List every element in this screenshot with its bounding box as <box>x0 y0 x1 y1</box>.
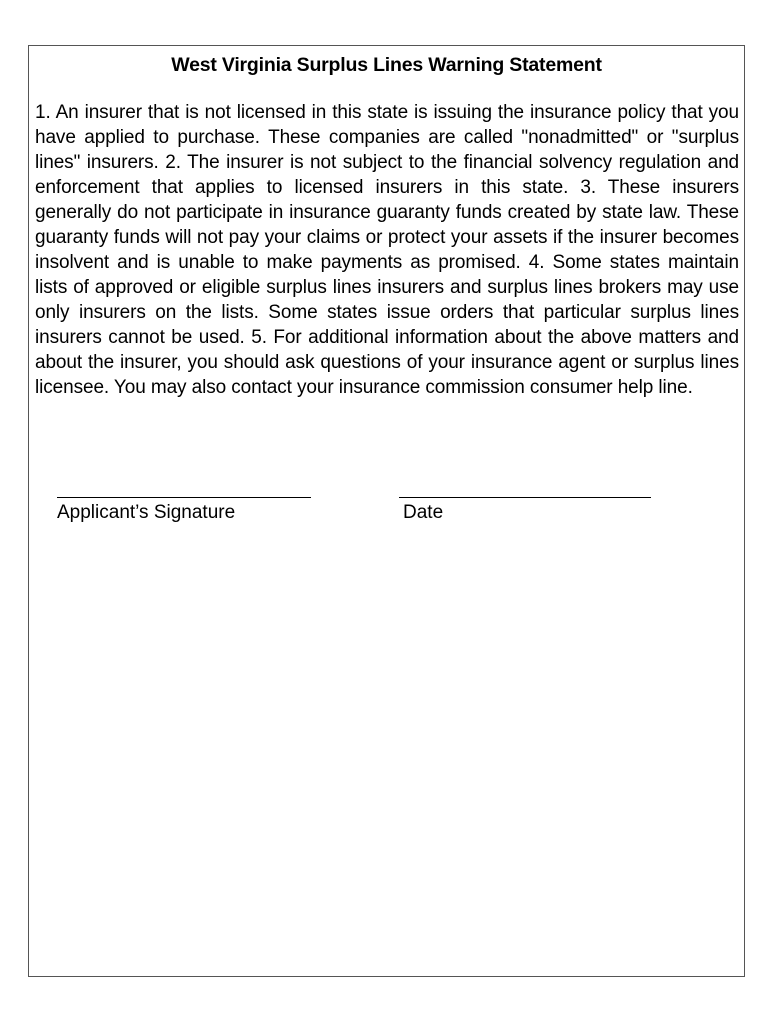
warning-statement-body: 1. An insurer that is not licensed in this state is issuing the insurance policy that you have applied to purchase. These companies are called "nonadmitted" or "surplus lines" insurers. 2. The insurer is not subject to the financial solvency regulation and enforcement that applies to licensed insurers in this state. 3. These insurers generally do not participate in insurance guaranty funds created by state law. These guaranty funds will not pay your claims or protect your assets if the insurer becomes insolvent and is unable to make payments as promised. 4. Some states maintain lists of approved or eligible surplus lines insurers and surplus lines brokers may use only insurers on the lists. Some states issue orders that particular surplus lines insurers cannot be used. 5. For additional information about the above matters and about the insurer, you should ask questions of your insurance agent or surplus lines licensee. You may also contact your insurance commission consumer help line. <box>35 102 739 398</box>
applicant-signature-label: Applicant’s Signature <box>57 502 236 523</box>
date-label: Date <box>403 502 444 523</box>
date-signature-line[interactable] <box>399 497 651 498</box>
document-title: West Virginia Surplus Lines Warning Statement <box>171 54 602 76</box>
applicant-signature-line[interactable] <box>57 497 311 498</box>
document-page <box>28 45 745 977</box>
